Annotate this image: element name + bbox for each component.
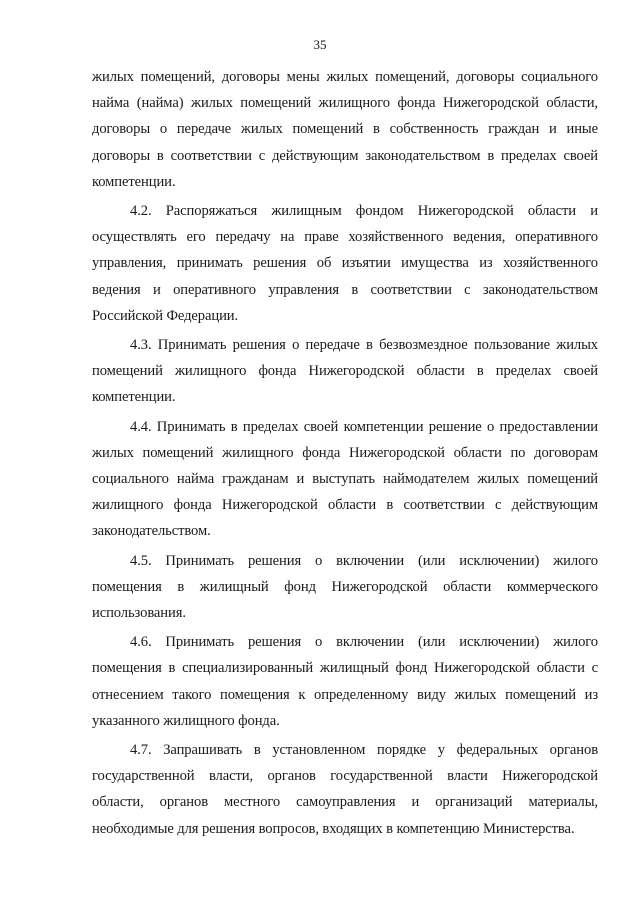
paragraph-4-5: 4.5. Принимать решения о включении (или исключении) жилого помещения в жилищный фонд Нижегородской области коммерческого использования. [92,552,598,622]
paragraph-4-7: 4.7. Запрашивать в установленном порядке у федеральных органов государственной власти, органов государственной власти Нижегородской области, органов местного самоуправления и организаций материалы, необходимые для решения вопросов, входящих в компетенцию Министерства. [92,742,598,837]
paragraph-4-4: 4.4. Принимать в пределах своей компетенции решение о предоставлении жилых помещений жилищного фонда Нижегородской области по договорам социального найма гражданам и выступать наймодателем жилых помещений жилищного фонда Нижегородской области в соответствии с действующим законодательством. [92,418,598,540]
paragraph-4-2: 4.2. Распоряжаться жилищным фондом Нижегородской области и осуществлять его передачу на праве хозяйственного ведения, оперативного управления, принимать решения об изъятии имущества из хозяйственного ведения и оперативного управления в соответствии с законодательством Российской Федерации. [92,203,598,324]
paragraph-4-3: 4.3. Принимать решения о передаче в безвозмездное пользование жилых помещений жилищного фонда Нижегородской области в пределах своей компетенции. [92,337,598,406]
paragraph-continuation: жилых помещений, договоры мены жилых помещений, договоры социального найма (найма) жилых помещений жилищного фонда Нижегородской области, договоры о передаче жилых помещений в собственность граждан и иные договоры в соответствии с действующим законодательством в пределах своей компетенции. [92,69,598,190]
document-body [92,64,598,842]
paragraph-4-6: 4.6. Принимать решения о включении (или исключении) жилого помещения в специализированный жилищный фонд Нижегородской области с отнесением такого помещения к определенному виду жилых помещений из указанного жилищного фонда. [92,634,598,729]
page-number: 35 [313,37,327,52]
